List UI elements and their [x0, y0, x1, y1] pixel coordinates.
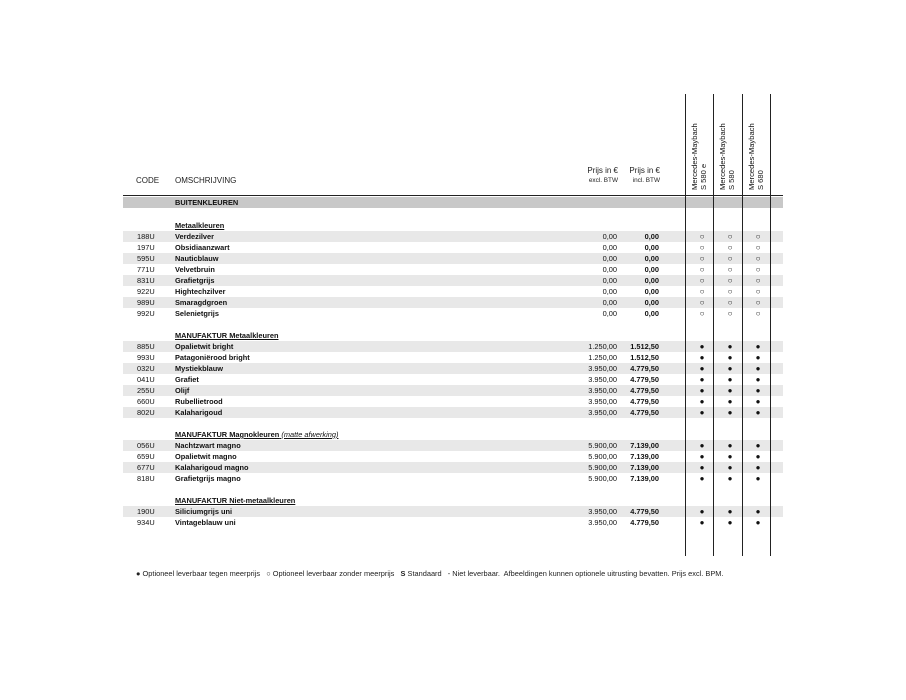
cell-price-incl: 7.139,00: [630, 474, 659, 483]
cell-description: Velvetbruin: [175, 265, 215, 274]
open-circle-icon: ○: [699, 243, 705, 252]
model-header-s580e: Mercedes-Maybach S 580 e: [690, 123, 708, 190]
cell-price-incl: 0,00: [644, 254, 659, 263]
column-header-price-excl: Prijs in €: [587, 166, 618, 175]
cell-description: Olijf: [175, 386, 190, 395]
cell-price-excl: 3.950,00: [588, 408, 617, 417]
cell-code: 188U: [137, 232, 155, 241]
open-circle-icon: ○: [699, 276, 705, 285]
cell-description: Siliciumgrijs uni: [175, 507, 233, 516]
open-circle-icon: ○: [699, 265, 705, 274]
cell-code: 056U: [137, 441, 155, 450]
filled-circle-icon: ●: [699, 474, 705, 483]
cell-price-excl: 3.950,00: [588, 386, 617, 395]
cell-code: 197U: [137, 243, 155, 252]
column-header-code: CODE: [136, 176, 160, 185]
cell-price-excl: 1.250,00: [588, 353, 617, 362]
filled-circle-icon: ●: [755, 386, 761, 395]
cell-price-incl: 0,00: [644, 265, 659, 274]
cell-price-excl: 3.950,00: [588, 364, 617, 373]
cell-price-excl: 3.950,00: [588, 397, 617, 406]
table-row: [123, 264, 783, 275]
cell-description: Opalietwit bright: [175, 342, 234, 351]
cell-price-excl: 0,00: [602, 287, 617, 296]
filled-circle-icon: ●: [699, 408, 705, 417]
table-row: [123, 275, 783, 286]
filled-circle-icon: ●: [727, 364, 733, 373]
open-circle-icon: ○: [727, 309, 733, 318]
cell-price-incl: 4.779,50: [630, 375, 659, 384]
cell-description: Grafietgrijs magno: [175, 474, 241, 483]
cell-code: 934U: [137, 518, 155, 527]
filled-circle-icon: ●: [699, 463, 705, 472]
cell-description: Nachtzwart magno: [175, 441, 241, 450]
column-divider: [742, 94, 743, 556]
open-circle-icon: ○: [755, 298, 761, 307]
table-row: [123, 253, 783, 264]
cell-description: Grafietgrijs: [175, 276, 215, 285]
table-row: [123, 297, 783, 308]
cell-price-excl: 5.900,00: [588, 452, 617, 461]
legend-filled: Optioneel leverbaar tegen meerprijs: [142, 569, 261, 578]
cell-price-excl: 5.900,00: [588, 441, 617, 450]
table-row: [123, 286, 783, 297]
cell-code: 922U: [137, 287, 155, 296]
cell-code: 032U: [137, 364, 155, 373]
column-divider: [713, 94, 714, 556]
open-circle-icon: ○: [755, 287, 761, 296]
open-circle-icon: ○: [755, 265, 761, 274]
filled-circle-icon: ●: [699, 441, 705, 450]
filled-circle-icon: ●: [727, 342, 733, 351]
cell-code: 992U: [137, 309, 155, 318]
filled-circle-icon: ●: [755, 518, 761, 527]
cell-price-incl: 4.779,50: [630, 518, 659, 527]
open-circle-icon: ○: [699, 287, 705, 296]
filled-circle-icon: ●: [727, 353, 733, 362]
cell-price-excl: 0,00: [602, 232, 617, 241]
table-row: [123, 363, 783, 374]
filled-circle-icon: ●: [755, 507, 761, 516]
cell-price-incl: 0,00: [644, 298, 659, 307]
table-row: [123, 473, 783, 484]
cell-price-excl: 3.950,00: [588, 507, 617, 516]
filled-circle-icon: ●: [699, 507, 705, 516]
section-title: MANUFAKTUR Metaalkleuren: [175, 331, 279, 340]
filled-circle-icon: ●: [727, 474, 733, 483]
cell-price-excl: 0,00: [602, 309, 617, 318]
cell-price-incl: 0,00: [644, 276, 659, 285]
legend: [136, 569, 723, 578]
column-divider: [770, 94, 771, 556]
cell-price-excl: 0,00: [602, 254, 617, 263]
section-note: (matte afwerking): [281, 430, 339, 439]
cell-price-incl: 4.779,50: [630, 507, 659, 516]
section-title: MANUFAKTUR Magnokleuren (matte afwerking): [175, 430, 339, 439]
filled-circle-icon: ●: [727, 463, 733, 472]
model-header-s580: Mercedes-Maybach S 580: [718, 123, 736, 190]
legend-open: Optioneel leverbaar zonder meerprijs: [272, 569, 395, 578]
cell-price-incl: 4.779,50: [630, 364, 659, 373]
cell-code: 818U: [137, 474, 155, 483]
open-circle-icon: ○: [699, 298, 705, 307]
cell-price-excl: 0,00: [602, 265, 617, 274]
open-circle-icon: ○: [727, 243, 733, 252]
filled-circle-icon: ●: [699, 375, 705, 384]
filled-circle-icon: ●: [727, 397, 733, 406]
open-circle-icon: ○: [755, 276, 761, 285]
cell-price-excl: 1.250,00: [588, 342, 617, 351]
table-row: [123, 308, 783, 319]
table-row: [123, 451, 783, 462]
open-circle-icon: ○: [699, 309, 705, 318]
column-header-price-incl-sub: incl. BTW: [632, 177, 660, 184]
cell-description: Kalaharigoud: [175, 408, 223, 417]
cell-code: 802U: [137, 408, 155, 417]
cell-description: Vintageblauw uni: [175, 518, 236, 527]
open-circle-icon: ○: [727, 298, 733, 307]
open-circle-icon: ○: [699, 232, 705, 241]
cell-description: Opalietwit magno: [175, 452, 237, 461]
cell-code: 831U: [137, 276, 155, 285]
column-header-price-excl-sub: excl. BTW: [588, 177, 618, 184]
cell-code: 771U: [137, 265, 155, 274]
column-header-description: OMSCHRIJVING: [175, 176, 237, 185]
open-circle-icon: ○: [727, 276, 733, 285]
table-row: [123, 242, 783, 253]
filled-circle-icon: ●: [699, 518, 705, 527]
cell-price-incl: 4.779,50: [630, 397, 659, 406]
open-circle-icon: ○: [755, 243, 761, 252]
cell-price-excl: 3.950,00: [588, 375, 617, 384]
table-row: [123, 407, 783, 418]
cell-code: 993U: [137, 353, 155, 362]
filled-circle-icon: ●: [699, 452, 705, 461]
filled-circle-icon: ●: [755, 408, 761, 417]
cell-price-incl: 7.139,00: [630, 441, 659, 450]
legend-standard: Standaard: [407, 569, 442, 578]
table-row: [123, 231, 783, 242]
cell-description: Mystiekblauw: [175, 364, 224, 373]
cell-price-excl: 0,00: [602, 243, 617, 252]
cell-description: Patagoniërood bright: [175, 353, 250, 362]
open-circle-icon: ○: [755, 309, 761, 318]
open-circle-icon: ○: [755, 254, 761, 263]
filled-circle-icon: ●: [699, 397, 705, 406]
cell-description: Smaragdgroen: [175, 298, 228, 307]
filled-circle-icon: ●: [755, 441, 761, 450]
cell-price-incl: 4.779,50: [630, 408, 659, 417]
category-bar: [123, 197, 783, 208]
open-circle-icon: ○: [755, 232, 761, 241]
open-circle-icon: ○: [727, 265, 733, 274]
filled-circle-icon: ●: [699, 342, 705, 351]
cell-description: Rubellietrood: [175, 397, 223, 406]
column-divider: [685, 94, 686, 556]
filled-circle-icon: ●: [755, 364, 761, 373]
cell-code: 989U: [137, 298, 155, 307]
filled-circle-icon: ●: [699, 364, 705, 373]
cell-price-incl: 7.139,00: [630, 463, 659, 472]
filled-circle-icon: ●: [755, 474, 761, 483]
table-row: [123, 517, 783, 528]
table-row: [123, 352, 783, 363]
cell-code: 041U: [137, 375, 155, 384]
filled-circle-icon: ●: [727, 452, 733, 461]
legend-note: Afbeeldingen kunnen optionele uitrusting bevatten. Prijs excl. BPM.: [503, 569, 724, 578]
cell-price-excl: 3.950,00: [588, 518, 617, 527]
cell-code: 660U: [137, 397, 155, 406]
cell-price-incl: 4.779,50: [630, 386, 659, 395]
filled-circle-icon: ●: [727, 518, 733, 527]
standard-symbol: S: [400, 569, 406, 578]
cell-code: 595U: [137, 254, 155, 263]
cell-code: 677U: [137, 463, 155, 472]
open-circle-icon: ○: [266, 569, 271, 578]
open-circle-icon: ○: [699, 254, 705, 263]
open-circle-icon: ○: [727, 254, 733, 263]
table-row: [123, 385, 783, 396]
cell-description: Selenietgrijs: [175, 309, 219, 318]
cell-price-incl: 0,00: [644, 243, 659, 252]
filled-circle-icon: ●: [727, 507, 733, 516]
cell-code: 255U: [137, 386, 155, 395]
filled-circle-icon: ●: [727, 408, 733, 417]
filled-circle-icon: ●: [699, 353, 705, 362]
section-title: Metaalkleuren: [175, 221, 225, 230]
table-row: [123, 462, 783, 473]
model-header-s680: Mercedes-Maybach S 680: [747, 123, 765, 190]
cell-price-incl: 1.512,50: [630, 342, 659, 351]
filled-circle-icon: ●: [755, 353, 761, 362]
table-row: [123, 396, 783, 407]
filled-circle-icon: ●: [755, 342, 761, 351]
filled-circle-icon: ●: [727, 375, 733, 384]
filled-circle-icon: ●: [727, 386, 733, 395]
cell-price-excl: 5.900,00: [588, 474, 617, 483]
filled-circle-icon: ●: [699, 386, 705, 395]
cell-description: Hightechzilver: [175, 287, 226, 296]
open-circle-icon: ○: [727, 287, 733, 296]
table-row: [123, 341, 783, 352]
cell-price-excl: 0,00: [602, 276, 617, 285]
cell-price-incl: 0,00: [644, 232, 659, 241]
legend-dash: - Niet leverbaar.: [447, 569, 500, 578]
cell-code: 659U: [137, 452, 155, 461]
filled-circle-icon: ●: [755, 397, 761, 406]
filled-circle-icon: ●: [755, 452, 761, 461]
cell-description: Kalaharigoud magno: [175, 463, 249, 472]
cell-code: 885U: [137, 342, 155, 351]
column-header-price-incl: Prijs in €: [629, 166, 660, 175]
cell-price-incl: 1.512,50: [630, 353, 659, 362]
filled-circle-icon: ●: [755, 463, 761, 472]
table-row: [123, 440, 783, 451]
header-rule: [123, 195, 783, 196]
cell-price-incl: 0,00: [644, 287, 659, 296]
cell-price-excl: 5.900,00: [588, 463, 617, 472]
section-title: MANUFAKTUR Niet-metaalkleuren: [175, 496, 296, 505]
category-title: BUITENKLEUREN: [175, 198, 239, 207]
filled-circle-icon: ●: [727, 441, 733, 450]
cell-description: Verdezilver: [175, 232, 215, 241]
open-circle-icon: ○: [727, 232, 733, 241]
cell-description: Grafiet: [175, 375, 199, 384]
cell-description: Obsidiaanzwart: [175, 243, 230, 252]
cell-price-incl: 7.139,00: [630, 452, 659, 461]
cell-code: 190U: [137, 507, 155, 516]
cell-description: Nauticblauw: [175, 254, 219, 263]
table-row: [123, 374, 783, 385]
cell-price-excl: 0,00: [602, 298, 617, 307]
table-row: [123, 506, 783, 517]
cell-price-incl: 0,00: [644, 309, 659, 318]
filled-circle-icon: ●: [755, 375, 761, 384]
filled-circle-icon: ●: [136, 569, 141, 578]
